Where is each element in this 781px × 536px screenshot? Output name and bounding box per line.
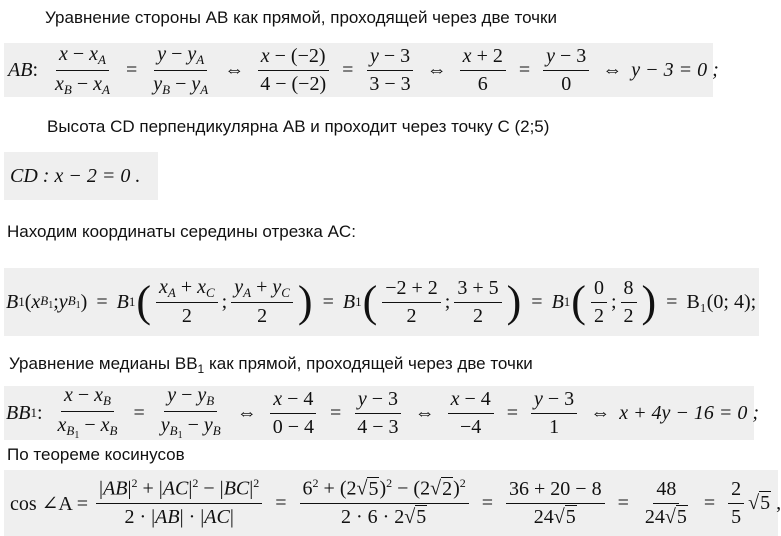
eq-median-result: x + 4y − 16 = 0 ; bbox=[619, 401, 760, 424]
heading-median-sub: 1 bbox=[197, 362, 205, 376]
heading-median bbox=[9, 354, 533, 376]
heading-median-pre: Уравнение медианы BB bbox=[9, 354, 198, 373]
eq-ab-label: AB bbox=[8, 58, 33, 81]
heading-cd: Высота CD перпендикулярна AB и проходит через точку C (2;5) bbox=[47, 117, 550, 136]
eq-mid-result: B₁(0; 4); bbox=[686, 290, 757, 313]
heading-ab: Уравнение стороны AB как прямой, проходящей через две точки bbox=[45, 8, 557, 27]
heading-midpoint: Находим координаты середины отрезка AC: bbox=[7, 222, 356, 241]
eq-ab: AB : $\frac{x - x_A}{x_B - x_A}$ = $\frac{y - y_A}{y_B - y_A}$ ⇔ $\frac{x - (-2)}{4 - (-2)}$ = $\frac{y - 3}{3 - 3}$ ⇔ $\frac{x + 2}{6}$ = $\frac{y - 3}{0}$ ⇔ y − 3 = 0 ; bbox=[8, 42, 719, 97]
heading-cosine: По теореме косинусов bbox=[7, 445, 185, 464]
heading-median-post: как прямой, проходящей через две точки bbox=[204, 354, 533, 373]
eq-cosine: cos ∠A = $\frac{|AB|^2 + |AC|^2 - |BC|^2}{2 \cdot |AB| \cdot |AC|}$ = $\frac{6^2 + (2√5)^2 - (2√2)^2}{2 \cdot 6 \cdot 2√5}$ = $\frac{36 + 20 - 8}{24√5}$ = $\frac{48}{24√5}$ = $\frac{2}{5}$ √5 , bbox=[10, 476, 781, 528]
eq-midpoint: B 1 ( x $B_1$ ; y $B_1$ ) = B 1 ( $\frac{x_A + x_C}{2}$ ; $\frac{y_A + y_C}{2}$ ) = B 1 ( $\frac{-2 + 2}{2}$ ; $\frac{3 + 5}{2}$ ) = B 1 ( $\frac{0}{2}$ ; $\frac{8}{2}$ ) = B₁(0; 4); bbox=[6, 275, 757, 328]
eq-cos-label: cos ∠A = bbox=[10, 492, 89, 515]
eq-cd: CD : x − 2 = 0 . bbox=[10, 164, 141, 187]
eq-median: BB 1 : $\frac{x - x_B}{x_{B_1} - x_B}$ = $\frac{y - y_B}{y_{B_1} - y_B}$ ⇔ $\frac{x - 4}{0 - 4}$ = $\frac{y - 3}{4 - 3}$ ⇔ $\frac{x - 4}{-4}$ = $\frac{y - 3}{1}$ ⇔ x + 4y − 16 = 0 ; bbox=[6, 384, 760, 442]
eq-ab-result: y − 3 = 0 ; bbox=[631, 58, 719, 81]
